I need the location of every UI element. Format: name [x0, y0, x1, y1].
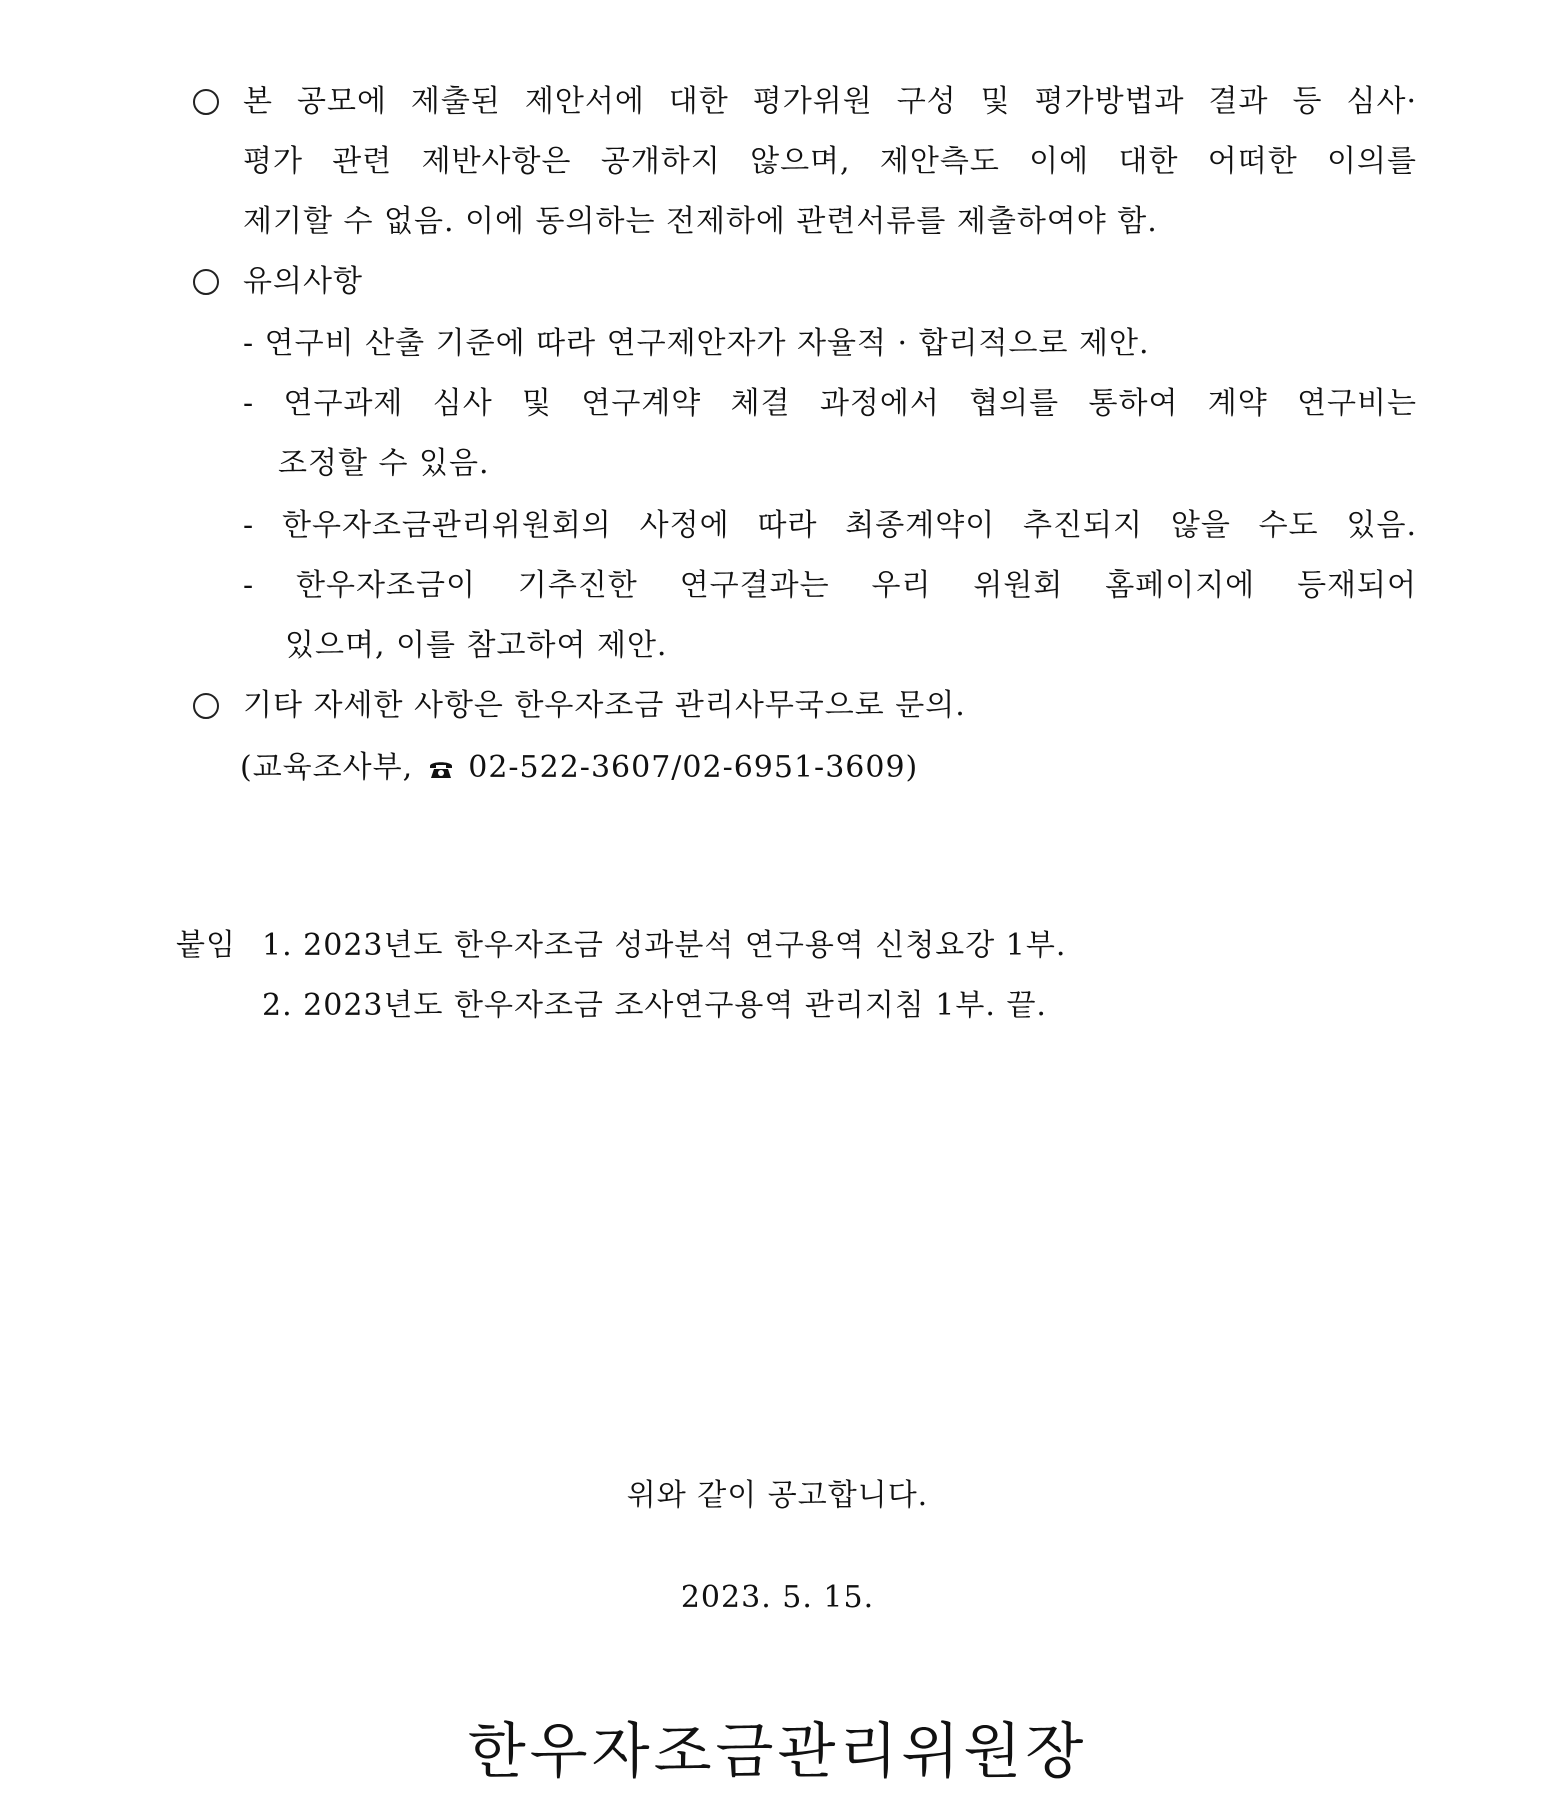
notice-item-1-line-2: 평가 관련 제반사항은 공개하지 않으며, 제안측도 이에 대한 어떠한 이의를: [243, 144, 1417, 179]
circle-bullet-icon: [193, 269, 219, 295]
circle-bullet-icon: [193, 89, 219, 115]
notice-sub-item-1: - 연구비 산출 기준에 따라 연구제안자가 자율적 · 합리적으로 제안.: [243, 326, 1150, 361]
attachments-label: 붙임: [176, 928, 236, 963]
notice-item-3: [193, 686, 966, 726]
contact-line: [240, 748, 918, 788]
contact-phone-numbers: 02-522-3607/02-6951-3609): [468, 750, 919, 785]
circle-bullet-icon: [193, 693, 219, 719]
attachment-2: 2. 2023년도 한우자조금 조사연구용역 관리지침 1부. 끝.: [262, 988, 1047, 1023]
notice-sub-item-3: - 한우자조금관리위원회의 사정에 따라 최종계약이 추진되지 않을 수도 있음.: [243, 508, 1417, 543]
notice-sub-item-2-line-2: 조정할 수 있음.: [278, 446, 490, 481]
signature-title: 한우자조금관리위원장: [467, 1717, 1088, 1787]
notice-item-2: [193, 262, 363, 302]
notice-item-3-line-1: 기타 자세한 사항은 한우자조금 관리사무국으로 문의.: [243, 688, 966, 723]
announcement-date: 2023. 5. 15.: [680, 1580, 875, 1615]
notice-sub-item-2-line-1: - 연구과제 심사 및 연구계약 체결 과정에서 협의를 통하여 계약 연구비는: [243, 386, 1417, 421]
notice-item-2-heading: 유의사항: [243, 264, 363, 299]
attachment-1: 1. 2023년도 한우자조금 성과분석 연구용역 신청요강 1부.: [262, 928, 1067, 963]
notice-item-1-line-3: 제기할 수 없음. 이에 동의하는 전제하에 관련서류를 제출하여야 함.: [243, 204, 1158, 239]
notice-item-1-line-1: 본 공모에 제출된 제안서에 대한 평가위원 구성 및 평가방법과 결과 등 심사·: [243, 84, 1417, 119]
telephone-icon: [428, 759, 454, 779]
notice-sub-item-4-line-1: - 한우자조금이 기추진한 연구결과는 우리 위원회 홈페이지에 등재되어: [243, 568, 1417, 603]
closing-statement: 위와 같이 공고합니다.: [626, 1478, 929, 1513]
notice-sub-item-4-line-2: 있으며, 이를 참고하여 제안.: [285, 628, 668, 663]
notice-item-1: [193, 82, 1417, 122]
contact-department: (교육조사부,: [240, 750, 414, 785]
